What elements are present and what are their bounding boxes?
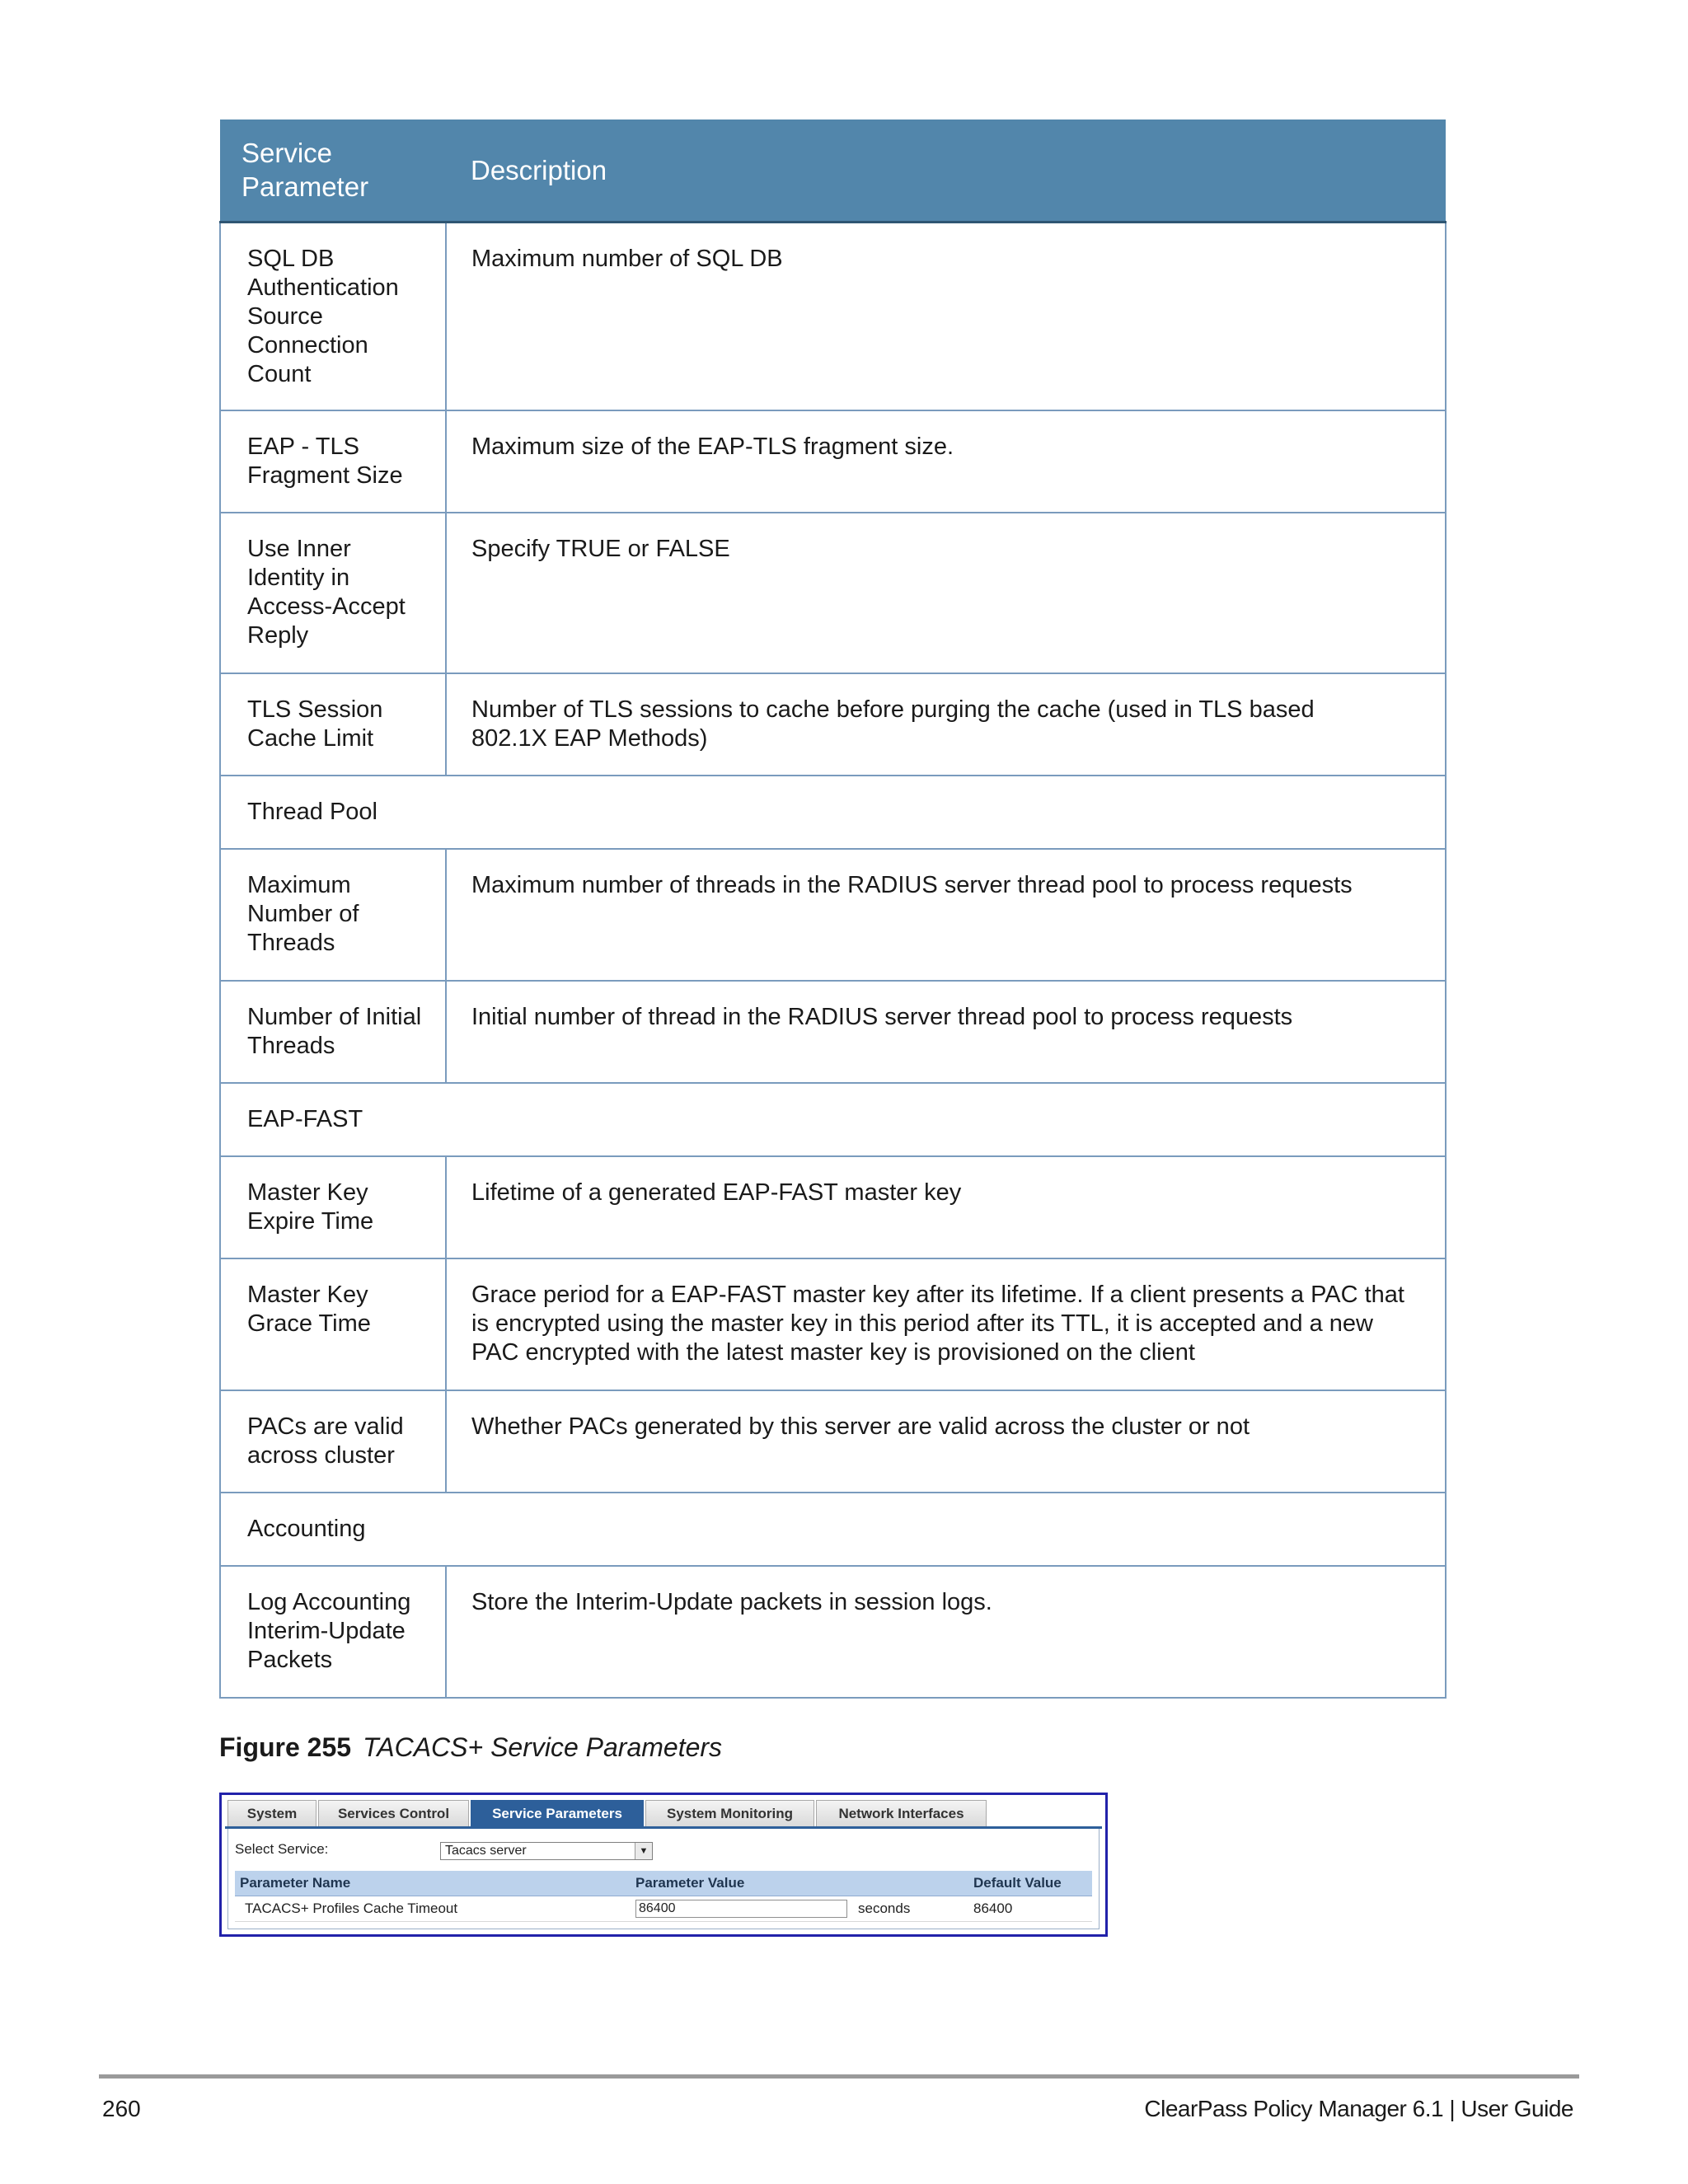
header-description: Description <box>446 120 1446 222</box>
param-description: Initial number of thread in the RADIUS server thread pool to process requests <box>446 981 1446 1083</box>
tab-service-parameters[interactable]: Service Parameters <box>471 1800 644 1827</box>
row-parameter-name: TACACS+ Profiles Cache Timeout <box>245 1900 458 1916</box>
table-row <box>220 1390 1446 1493</box>
tacacs-screenshot <box>219 1793 1108 1937</box>
table-row <box>220 1566 1446 1698</box>
param-name: Maximum Number of Threads <box>220 849 446 981</box>
param-description: Number of TLS sessions to cache before purging the cache (used in TLS based 802.1X EAP Methods) <box>446 673 1446 776</box>
section-thread-pool: Thread Pool <box>220 776 1446 849</box>
col-parameter-name: Parameter Name <box>240 1875 351 1891</box>
param-name: Master Key Grace Time <box>220 1258 446 1390</box>
figure-title: TACACS+ Service Parameters <box>363 1732 723 1762</box>
tab-services-control[interactable]: Services Control <box>318 1800 469 1827</box>
param-description: Grace period for a EAP-FAST master key after its lifetime. If a client presents a PAC that is encrypted using the master key in this period after its TTL, it is accepted and a new PAC encrypted with the latest master key is provisioned on the client <box>446 1258 1446 1390</box>
param-description: Maximum number of SQL DB <box>446 222 1446 410</box>
param-name: Log Accounting Interim-Update Packets <box>220 1566 446 1698</box>
param-description: Maximum number of threads in the RADIUS server thread pool to process requests <box>446 849 1446 981</box>
param-name: TLS Session Cache Limit <box>220 673 446 776</box>
table-row <box>220 222 1446 410</box>
section-eap-fast: EAP-FAST <box>220 1083 1446 1156</box>
section-row <box>220 776 1446 849</box>
parameter-value-input[interactable]: 86400 <box>635 1900 847 1918</box>
col-default-value: Default Value <box>973 1875 1062 1891</box>
figure-number: Figure 255 <box>219 1732 352 1762</box>
chevron-down-icon[interactable]: ▼ <box>635 1843 652 1859</box>
param-name: Use Inner Identity in Access-Accept Reply <box>220 513 446 673</box>
section-row <box>220 1493 1446 1566</box>
select-service-value: Tacacs server <box>445 1844 527 1858</box>
table-row <box>220 1258 1446 1390</box>
tab-bar <box>227 1800 988 1827</box>
section-accounting: Accounting <box>220 1493 1446 1566</box>
tab-system[interactable]: System <box>227 1800 316 1827</box>
param-description: Specify TRUE or FALSE <box>446 513 1446 673</box>
tab-system-monitoring[interactable]: System Monitoring <box>645 1800 814 1827</box>
table-row <box>220 1156 1446 1258</box>
table-row <box>235 1896 1092 1922</box>
section-row <box>220 1083 1446 1156</box>
param-description: Whether PACs generated by this server are valid across the cluster or not <box>446 1390 1446 1493</box>
table-row <box>220 981 1446 1083</box>
page-number: 260 <box>102 2096 141 2121</box>
param-name: SQL DB Authentication Source Connection Count <box>220 222 446 410</box>
row-default-value: 86400 <box>973 1900 1013 1916</box>
param-name: PACs are valid across cluster <box>220 1390 446 1493</box>
footer-divider <box>99 2074 1579 2079</box>
row-unit: seconds <box>858 1900 911 1916</box>
table-row <box>220 513 1446 673</box>
param-name: EAP - TLS Fragment Size <box>220 410 446 513</box>
param-name: Master Key Expire Time <box>220 1156 446 1258</box>
param-description: Maximum size of the EAP-TLS fragment size. <box>446 410 1446 513</box>
table-row <box>220 849 1446 981</box>
table-header-row <box>220 120 1446 222</box>
parameters-header-row <box>235 1871 1092 1896</box>
service-parameters-table <box>219 120 1447 1699</box>
select-service-dropdown[interactable] <box>440 1842 653 1860</box>
header-service-parameter: Service Parameter <box>220 120 446 222</box>
tab-network-interfaces[interactable]: Network Interfaces <box>816 1800 987 1827</box>
table-row <box>220 673 1446 776</box>
footer-doc-title: ClearPass Policy Manager 6.1 | User Guide <box>1144 2096 1573 2121</box>
select-service-label: Select Service: <box>235 1841 329 1857</box>
param-name: Number of Initial Threads <box>220 981 446 1083</box>
table-row <box>220 410 1446 513</box>
figure-caption <box>219 1731 722 1764</box>
param-description: Lifetime of a generated EAP-FAST master key <box>446 1156 1446 1258</box>
param-description: Store the Interim-Update packets in session logs. <box>446 1566 1446 1698</box>
col-parameter-value: Parameter Value <box>635 1875 745 1891</box>
